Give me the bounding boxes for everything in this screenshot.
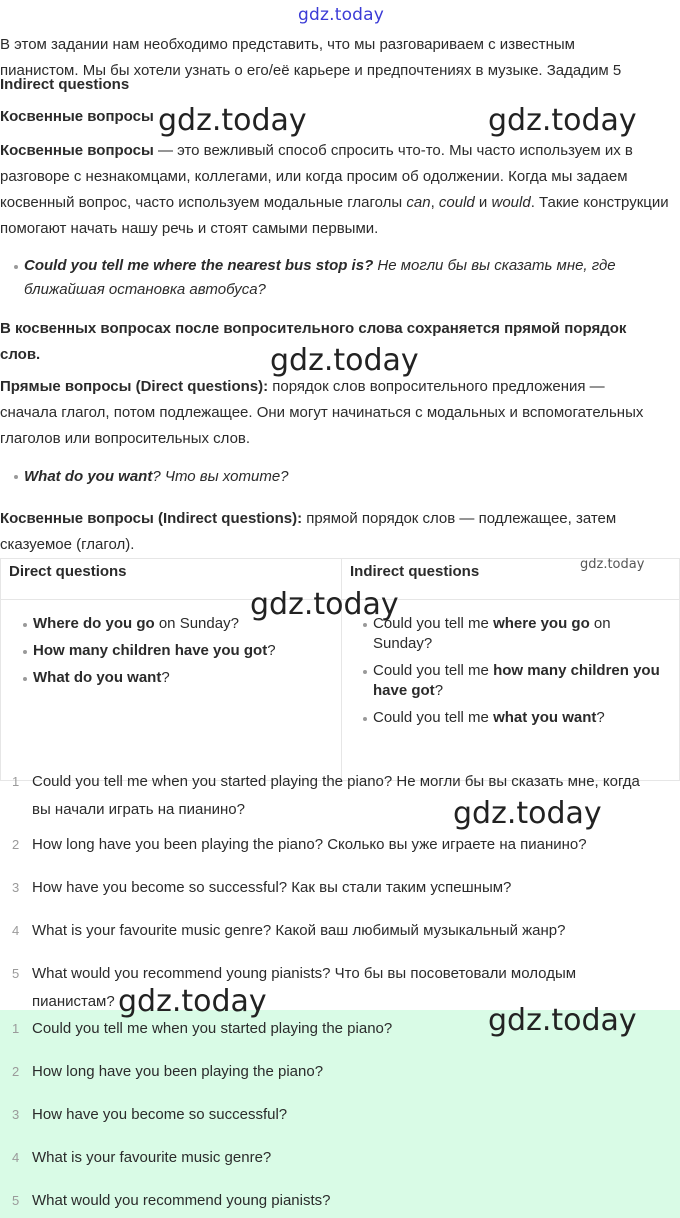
item-text: What would you recommend young pianists? Что бы вы посоветовали молодым пианистам? (32, 965, 577, 1010)
example-want-ru: ? Что вы хотите? (152, 468, 289, 485)
list-item (363, 708, 673, 728)
table-header-indirect: Indirect questions (342, 559, 680, 600)
intro-line-1: В этом задании нам необходимо представить, что мы разговариваем с известным (0, 36, 575, 53)
example-bus-stop-ru: Не могли бы вы сказать мне, где ближайшая остановка автобуса? (24, 257, 616, 298)
indirect-1-prefix: Could you tell me (373, 615, 494, 632)
bullet-dot (14, 475, 18, 479)
item-text: How have you become so successful? Как вы стали таким успешным? (32, 879, 512, 896)
item-text: What is your favourite music genre? Какой ваш любимый музыкальный жанр? (32, 922, 566, 939)
indirect-1-rest: on Sunday? (373, 615, 611, 652)
watermark: gdz.today (488, 1003, 637, 1038)
heading-indirect-questions: Indirect questions (0, 76, 130, 93)
definition-sep-2: и (474, 194, 492, 211)
table-cell-direct (1, 600, 342, 781)
definition-sep-1: , (430, 194, 439, 211)
item-text: Could you tell me when you started playing the piano? (32, 1020, 393, 1037)
list-item (363, 614, 673, 654)
example-bus-stop-en: Could you tell me where the nearest bus stop is? (24, 257, 374, 274)
item-text: How long have you been playing the piano? (32, 1063, 324, 1080)
direct-questions-lead: Прямые вопросы (Direct questions): (0, 378, 269, 395)
item-number: 3 (12, 880, 20, 895)
paragraph-direct-questions (0, 374, 660, 452)
list-item (363, 661, 673, 701)
modal-would: would (491, 194, 531, 211)
item-number: 4 (12, 923, 20, 938)
indirect-list (342, 614, 679, 728)
watermark: gdz.today (158, 103, 307, 138)
indirect-2-prefix: Could you tell me (373, 662, 494, 679)
heading-kosvennye-voprosy: Косвенные вопросы (0, 108, 154, 125)
direct-list (1, 614, 341, 688)
intro-line-2: пианистом. Мы бы хотели узнать о его/её карьере и предпочтениях в музыке. Зададим 5 (0, 62, 622, 79)
item-number: 3 (12, 1107, 20, 1122)
paragraph-indirect-questions (0, 506, 670, 558)
direct-1-bold: Where do you go (33, 615, 155, 632)
indirect-3-prefix: Could you tell me (373, 709, 494, 726)
example-what-do-you-want (24, 464, 289, 490)
direct-3-rest: ? (161, 669, 170, 686)
item-number: 5 (12, 966, 20, 981)
item-number: 4 (12, 1150, 20, 1165)
table-header-direct: Direct questions (1, 559, 342, 600)
definition-text: — это вежливый способ спросить что-то. Мы часто используем их в разговоре с незнакомцами, коллегами, или когда просим об одолжении. Когда мы задаем косвенный вопрос, часто используем модальные глаголы (0, 142, 633, 211)
list-item (23, 641, 341, 661)
item-number: 1 (12, 774, 20, 789)
word-order-rule: В косвенных вопросах после вопросительного слова сохраняется прямой порядок слов. (0, 320, 627, 363)
watermark: gdz.today (488, 103, 637, 138)
watermark-top: gdz.today (298, 5, 385, 25)
direct-1-rest: on Sunday? (154, 615, 239, 632)
item-text: Could you tell me when you started playing the piano? Не могли бы вы сказать мне, когда вы начали играть на пианино? (32, 773, 640, 818)
indirect-2-rest: ? (434, 682, 444, 699)
watermark: gdz.today (453, 796, 602, 831)
direct-2-rest: ? (267, 642, 276, 659)
watermark: gdz.today (270, 343, 419, 378)
indirect-questions-lead: Косвенные вопросы (Indirect questions): (0, 510, 303, 527)
indirect-2-bold: how many children you have got (373, 662, 660, 699)
item-text: How have you become so successful? (32, 1106, 288, 1123)
paragraph-definition (0, 138, 680, 242)
direct-3-bold: What do you want (33, 669, 162, 686)
watermark: gdz.today (118, 984, 267, 1019)
item-number: 1 (12, 1021, 20, 1036)
item-text: What is your favourite music genre? (32, 1149, 272, 1166)
direct-questions-text: порядок слов вопросительного предложения — сначала глагол, потом подлежащее. Они могут начинаться с модальных и вспомогательных глаголов или вопросительных слов. (0, 378, 644, 447)
definition-tail: . Такие конструкции помогают начать нашу речь и стоят самыми первыми. (0, 194, 669, 237)
table-cell-indirect (342, 600, 680, 781)
watermark: gdz.today (250, 587, 399, 622)
modal-could: could (438, 194, 475, 211)
indirect-questions-text: прямой порядок слов — подлежащее, затем сказуемое (глагол). (0, 510, 617, 553)
definition-lead: Косвенные вопросы (0, 142, 154, 159)
list-item (23, 668, 341, 688)
indirect-1-bold: where you go (493, 615, 590, 632)
bullet-dot (14, 265, 18, 269)
direct-2-bold: How many children have you got (33, 642, 268, 659)
item-text: What would you recommend young pianists? (32, 1192, 331, 1209)
watermark-small: gdz.today (580, 557, 645, 572)
example-want-en: What do you want (24, 468, 153, 485)
item-text: How long have you been playing the piano? Сколько вы уже играете на пианино? (32, 836, 587, 853)
table-row (1, 600, 680, 781)
intro-text (0, 32, 672, 79)
indirect-3-rest: ? (596, 709, 605, 726)
example-bus-stop (24, 254, 664, 302)
item-number: 5 (12, 1193, 20, 1208)
indirect-3-bold: what you want (493, 709, 597, 726)
modal-can: can (406, 194, 431, 211)
item-number: 2 (12, 1064, 20, 1079)
item-number: 2 (12, 837, 20, 852)
